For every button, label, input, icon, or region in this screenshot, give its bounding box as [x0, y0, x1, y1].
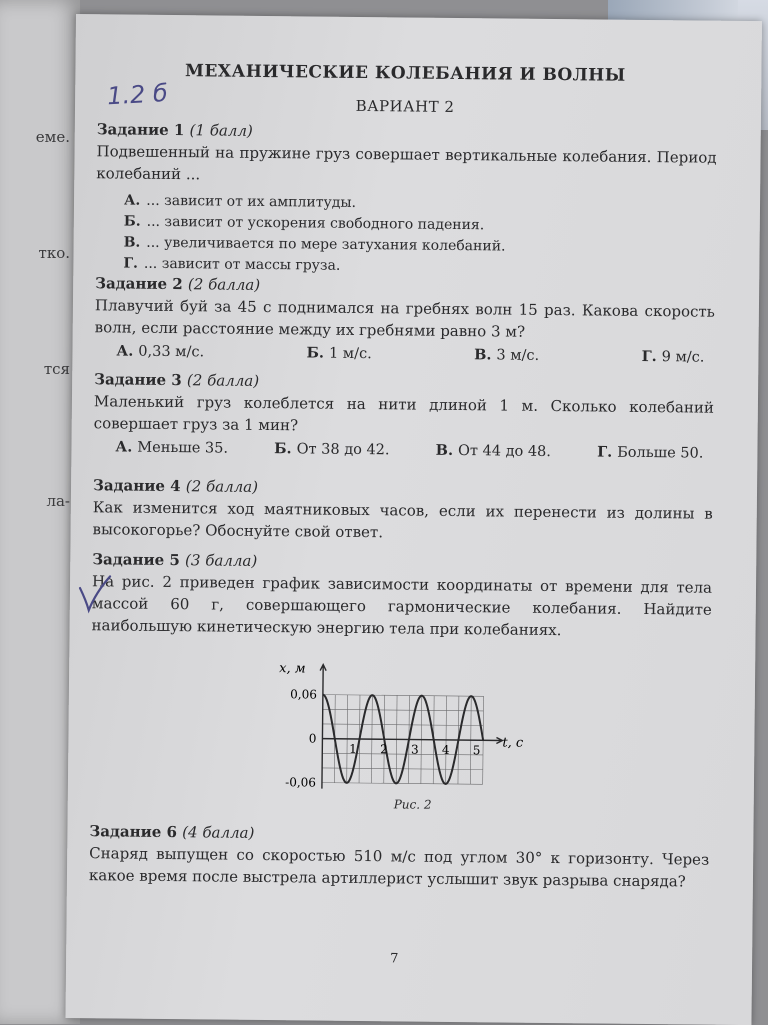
answer-option	[597, 443, 703, 461]
task-4	[92, 476, 713, 546]
task-text: Подвешенный на пружине груз совершает вертикальные колебания. Период колебаний ...	[96, 142, 717, 184]
x-tick-label: 3	[410, 742, 419, 757]
option-text: ... увеличивается по мере затухания колебаний.	[146, 234, 506, 255]
task-text: На рис. 2 приведен график зависимости координаты от времени для тела массой 60 г, совершающего гармонические колебания. Найдите наибольшую кинетическую энергию тела при колебаниях.	[91, 572, 713, 640]
y-tick-label: 0,06	[290, 687, 317, 702]
option-letter: Б.	[306, 344, 325, 362]
handwritten-checkmark-icon	[76, 574, 112, 614]
variant-heading: ВАРИАНТ 2	[355, 96, 455, 116]
x-tick-label: 4	[441, 742, 450, 757]
option-letter: А.	[123, 192, 141, 209]
left-page-fragment: тся	[43, 360, 70, 378]
y-axis-label: x, м	[279, 661, 306, 677]
option-text: 0,33 м/с.	[138, 343, 205, 361]
option-text: ... зависит от их амплитуды.	[146, 192, 357, 211]
option-letter: А.	[115, 438, 133, 456]
option-letter: Г.	[123, 255, 139, 272]
task-points: (2 балла)	[186, 371, 260, 390]
y-tick-label: 0	[308, 731, 317, 746]
task-points: (1 балл)	[189, 121, 253, 140]
y-tick-labels	[285, 687, 317, 789]
task-5	[91, 550, 712, 642]
option-text: От 38 до 42.	[296, 441, 390, 459]
task-label: Задание 1	[96, 120, 185, 140]
option-text: 3 м/с.	[496, 347, 540, 364]
task-text: Плавучий буй за 45 с поднимался на гребнях волн 15 раз. Какова скорость волн, если расстояние между их гребнями равно 3 м?	[94, 296, 716, 341]
task-label: Задание 4	[92, 476, 181, 496]
option-text: От 44 до 48.	[457, 443, 552, 460]
option-text: ... зависит от ускорения свободного падения.	[146, 213, 485, 234]
grid-line	[323, 695, 484, 697]
answer-options	[123, 191, 716, 281]
x-tick-label: 2	[380, 742, 388, 757]
task-label: Задание 5	[92, 550, 180, 570]
grid-line	[323, 724, 484, 726]
option-text: ... зависит от массы груза.	[143, 255, 341, 274]
answer-option	[474, 346, 539, 364]
answer-option	[274, 440, 390, 458]
answer-option	[436, 442, 551, 460]
task-text: Как изменится ход маятниковых часов, если их перенести из долины в высокогорье? Обоснуйте свой ответ.	[92, 498, 713, 542]
y-axis	[319, 665, 326, 789]
answer-options	[116, 342, 704, 365]
option-text: Меньше 35.	[137, 439, 229, 457]
task-1	[95, 120, 717, 280]
task-2	[94, 274, 715, 365]
option-text: 1 м/с.	[328, 345, 372, 363]
task-label: Задание 2	[95, 274, 183, 294]
grid-line	[322, 753, 483, 755]
task-label: Задание 6	[89, 822, 178, 842]
option-letter: В.	[474, 346, 492, 364]
page-title: МЕХАНИЧЕСКИЕ КОЛЕБАНИЯ И ВОЛНЫ	[184, 61, 626, 86]
x-axis-label: t, с	[502, 735, 524, 751]
task-points: (3 балла)	[184, 551, 258, 570]
figure-caption: Рис. 2	[393, 797, 432, 812]
answer-option	[642, 348, 705, 366]
option-letter: В.	[123, 234, 141, 251]
x-tick-label: 5	[472, 743, 481, 758]
y-tick-label: -0,06	[285, 775, 317, 790]
answer-option	[306, 344, 371, 362]
option-text: 9 м/с.	[661, 349, 705, 366]
option-letter: Г.	[597, 443, 613, 461]
task-6	[89, 822, 710, 892]
x-tick-label: 1	[349, 741, 357, 756]
option-text: Больше 50.	[617, 444, 704, 462]
page-number: 7	[390, 951, 399, 967]
left-page-fragment: тко.	[38, 244, 70, 262]
option-letter: Б.	[123, 213, 141, 230]
task-3	[93, 370, 714, 461]
task-points: (2 балла)	[187, 275, 261, 294]
task-points: (2 балла)	[185, 477, 259, 496]
option-letter: В.	[435, 441, 454, 459]
answer-option	[115, 438, 228, 456]
left-page-fragment: ла-	[46, 492, 70, 510]
book-page	[65, 14, 761, 1025]
handwritten-note: 1.2 б	[106, 78, 169, 111]
task-points: (4 балла)	[182, 823, 255, 842]
option-letter: Б.	[274, 440, 292, 458]
task-label: Задание 3	[94, 370, 182, 390]
answer-option	[116, 342, 204, 360]
option-letter: Г.	[641, 347, 657, 366]
option-letter: А.	[116, 342, 134, 360]
left-page-fragment: еме.	[35, 128, 70, 146]
grid-line	[323, 709, 484, 711]
answer-options	[115, 438, 703, 461]
task-text: Снаряд выпущен со скоростью 510 м/с под углом 30° к горизонту. Через какое время после выстрела артиллерист услышит звук разрыва снаряда?	[88, 844, 710, 891]
task-text: Маленький груз колеблется на нити длиной 1 м. Сколько колебаний совершает груз за 1 мин?	[93, 392, 715, 435]
